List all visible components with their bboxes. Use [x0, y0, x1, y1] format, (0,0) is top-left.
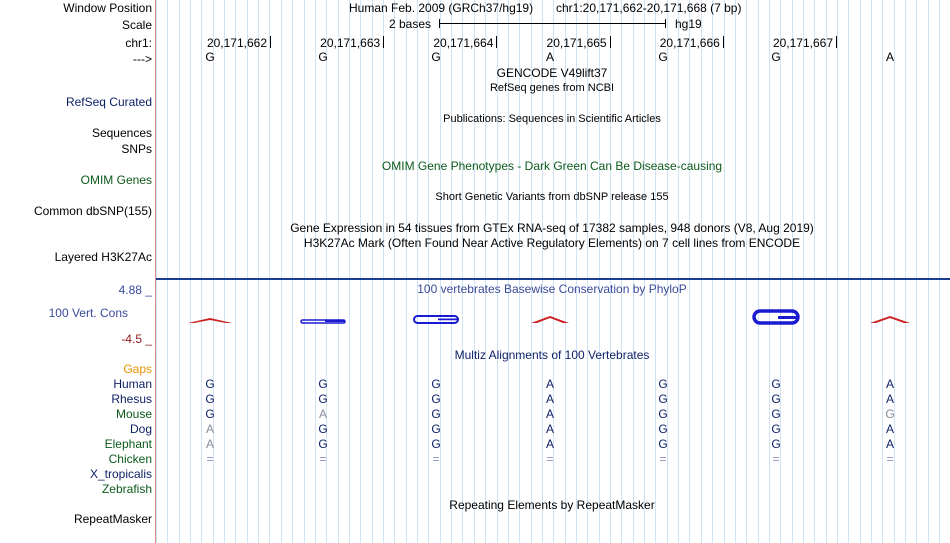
publications-track-title[interactable]: Publications: Sequences in Scientific Articles — [443, 113, 661, 125]
grid-line — [701, 0, 702, 543]
grid-line — [689, 0, 690, 543]
ruler-coordinate: 20,171,664 — [433, 36, 494, 50]
grid-line — [474, 0, 475, 543]
grid-line — [179, 0, 180, 543]
grid-line — [792, 0, 793, 543]
h3k27ac-track-title[interactable]: H3K27Ac Mark (Often Found Near Active Regulatory Elements) on 7 cell lines from ENCODE — [303, 236, 801, 250]
position-readout[interactable]: chr1:20,171,662-20,171,668 (7 bp) — [556, 1, 742, 15]
aligned-base: A — [885, 422, 894, 436]
phylop-glyph — [414, 316, 458, 323]
strand-label: ---> — [133, 52, 152, 66]
aligned-base: G — [771, 407, 781, 421]
grid-line — [292, 0, 293, 543]
aligned-base: G — [658, 377, 668, 391]
ruler-tick — [383, 36, 384, 48]
reference-base: G — [771, 50, 781, 64]
omim-track-title[interactable]: OMIM Gene Phenotypes - Dark Green Can Be Disease-causing — [381, 159, 723, 173]
grid-line — [814, 0, 815, 543]
aligned-base: G — [205, 407, 215, 421]
ruler-coordinate: 20,171,665 — [546, 36, 607, 50]
reference-base: G — [431, 50, 441, 64]
grid-line — [837, 0, 838, 543]
scale-value: 2 bases — [389, 17, 432, 31]
aligned-base: = — [432, 452, 440, 466]
assembly-title[interactable]: Human Feb. 2009 (GRCh37/hg19) — [349, 1, 534, 15]
aligned-base: G — [205, 392, 215, 406]
omim-label[interactable]: OMIM Genes — [80, 173, 152, 187]
aligned-base: = — [772, 452, 780, 466]
aligned-base: = — [319, 452, 327, 466]
reference-base: G — [318, 50, 328, 64]
species-label[interactable]: Zebrafish — [101, 482, 152, 496]
grid-line — [916, 0, 917, 543]
species-label[interactable]: Chicken — [108, 452, 152, 466]
grid-line — [235, 0, 236, 543]
grid-line — [803, 0, 804, 543]
scale-bar — [439, 23, 665, 24]
aligned-base: G — [771, 377, 781, 391]
aligned-base: G — [658, 437, 668, 451]
aligned-base: G — [318, 377, 328, 391]
aligned-base: G — [318, 392, 328, 406]
grid-line — [724, 0, 725, 543]
phylop-max-label: 4.88 _ — [118, 283, 152, 297]
grid-line — [860, 0, 861, 543]
aligned-base: A — [545, 377, 554, 391]
grid-line — [485, 0, 486, 543]
scale-label: Scale — [121, 18, 152, 32]
aligned-base: = — [206, 452, 214, 466]
aligned-base: = — [659, 452, 667, 466]
ruler-coordinate: 20,171,667 — [772, 36, 833, 50]
grid-line — [190, 0, 191, 543]
ruler-coordinate: 20,171,662 — [206, 36, 267, 50]
grid-line — [939, 0, 940, 543]
reference-base: G — [658, 50, 668, 64]
aligned-base: A — [545, 392, 554, 406]
aligned-base: A — [885, 392, 894, 406]
aligned-base: G — [771, 422, 781, 436]
ruler-coordinate: 20,171,666 — [659, 36, 720, 50]
aligned-base: G — [431, 422, 441, 436]
grid-line — [167, 0, 168, 543]
grid-line — [928, 0, 929, 543]
track-separator — [156, 278, 950, 280]
scale-db: hg19 — [675, 17, 702, 31]
h3k27ac-label[interactable]: Layered H3K27Ac — [54, 250, 152, 264]
aligned-base: = — [546, 452, 554, 466]
aligned-base: G — [771, 392, 781, 406]
aligned-base: G — [431, 377, 441, 391]
grid-line — [338, 0, 339, 543]
track-panel-border — [155, 0, 156, 543]
aligned-base: G — [318, 422, 328, 436]
phylop-glyph — [870, 316, 910, 323]
aligned-base: G — [658, 422, 668, 436]
grid-line — [633, 0, 634, 543]
grid-line — [258, 0, 259, 543]
repeatmasker-label[interactable]: RepeatMasker — [73, 512, 152, 526]
species-label[interactable]: Dog — [129, 422, 152, 436]
window-position-label: Window Position — [63, 1, 152, 15]
grid-line — [871, 0, 872, 543]
ruler-tick — [610, 36, 611, 48]
phylop-track-title[interactable]: 100 vertebrates Basewise Conservation by PhyloP — [417, 282, 687, 296]
grid-line — [712, 0, 713, 543]
grid-line — [394, 0, 395, 543]
refseq-label[interactable]: RefSeq Curated — [65, 95, 152, 109]
phylop-glyph — [301, 320, 345, 323]
phylop-label[interactable]: 100 Vert. Cons — [48, 306, 128, 320]
grid-line — [451, 0, 452, 543]
phylop-glyph — [188, 318, 232, 323]
grid-line — [758, 0, 759, 543]
grid-line — [247, 0, 248, 543]
aligned-base: A — [545, 437, 554, 451]
aligned-base: G — [431, 407, 441, 421]
aligned-base: G — [205, 377, 215, 391]
grid-line — [383, 0, 384, 543]
refseq-track-title[interactable]: RefSeq genes from NCBI — [489, 82, 615, 94]
grid-line — [349, 0, 350, 543]
aligned-base: G — [771, 437, 781, 451]
grid-line — [224, 0, 225, 543]
reference-base: A — [885, 50, 894, 64]
grid-line — [905, 0, 906, 543]
aligned-base: G — [658, 392, 668, 406]
grid-line — [360, 0, 361, 543]
grid-line — [417, 0, 418, 543]
grid-line — [156, 0, 157, 543]
phylop-glyph — [531, 316, 569, 323]
species-label[interactable]: Rhesus — [111, 392, 152, 406]
aligned-base: A — [885, 437, 894, 451]
grid-line — [848, 0, 849, 543]
chrom-label: chr1: — [125, 36, 152, 50]
species-label[interactable]: X_tropicalis — [89, 467, 152, 481]
aligned-base: G — [318, 437, 328, 451]
grid-line — [304, 0, 305, 543]
multiz-track-title[interactable]: Multiz Alignments of 100 Vertebrates — [454, 348, 650, 362]
phylop-glyph — [754, 311, 798, 323]
snps-label[interactable]: SNPs — [121, 142, 152, 156]
grid-line — [735, 0, 736, 543]
scale-bar-right-cap — [665, 19, 666, 28]
grid-line — [678, 0, 679, 543]
species-label[interactable]: Human — [113, 377, 152, 391]
grid-line — [269, 0, 270, 543]
grid-line — [372, 0, 373, 543]
grid-line — [621, 0, 622, 543]
species-label[interactable]: Elephant — [104, 437, 152, 451]
aligned-base: A — [205, 437, 214, 451]
repeatmasker-track-title[interactable]: Repeating Elements by RepeatMasker — [449, 498, 655, 512]
grid-line — [281, 0, 282, 543]
dbsnp-track-title[interactable]: Short Genetic Variants from dbSNP release 155 — [435, 191, 669, 203]
grid-line — [826, 0, 827, 543]
grid-line — [462, 0, 463, 543]
aligned-base: A — [885, 377, 894, 391]
aligned-base: G — [431, 437, 441, 451]
ruler-tick — [496, 36, 497, 48]
aligned-base: = — [886, 452, 894, 466]
aligned-base: A — [545, 407, 554, 421]
ruler-tick — [270, 36, 271, 48]
phylop-min-label: -4.5 _ — [121, 332, 152, 346]
ruler-tick — [723, 36, 724, 48]
phylop-logo — [156, 296, 950, 336]
aligned-base: A — [545, 422, 554, 436]
sequences-label[interactable]: Sequences — [91, 126, 152, 140]
ruler-tick — [836, 36, 837, 48]
dbsnp-label[interactable]: Common dbSNP(155) — [33, 204, 152, 218]
aligned-base: G — [431, 392, 441, 406]
gaps-label[interactable]: Gaps — [123, 362, 152, 376]
species-label[interactable]: Mouse — [115, 407, 152, 421]
grid-line — [644, 0, 645, 543]
reference-base: A — [545, 50, 554, 64]
aligned-base: G — [658, 407, 668, 421]
aligned-base: A — [318, 407, 327, 421]
aligned-base: G — [885, 407, 895, 421]
ruler-coordinate: 20,171,663 — [320, 36, 381, 50]
reference-base: G — [205, 50, 215, 64]
gtex-track-title[interactable]: Gene Expression in 54 tissues from GTEx RNA-seq of 17382 samples, 948 donors (V8, Aug 2019) — [290, 221, 814, 235]
grid-line — [406, 0, 407, 543]
grid-line — [746, 0, 747, 543]
aligned-base: A — [205, 422, 214, 436]
gencode-track-title[interactable]: GENCODE V49lift37 — [496, 66, 608, 80]
